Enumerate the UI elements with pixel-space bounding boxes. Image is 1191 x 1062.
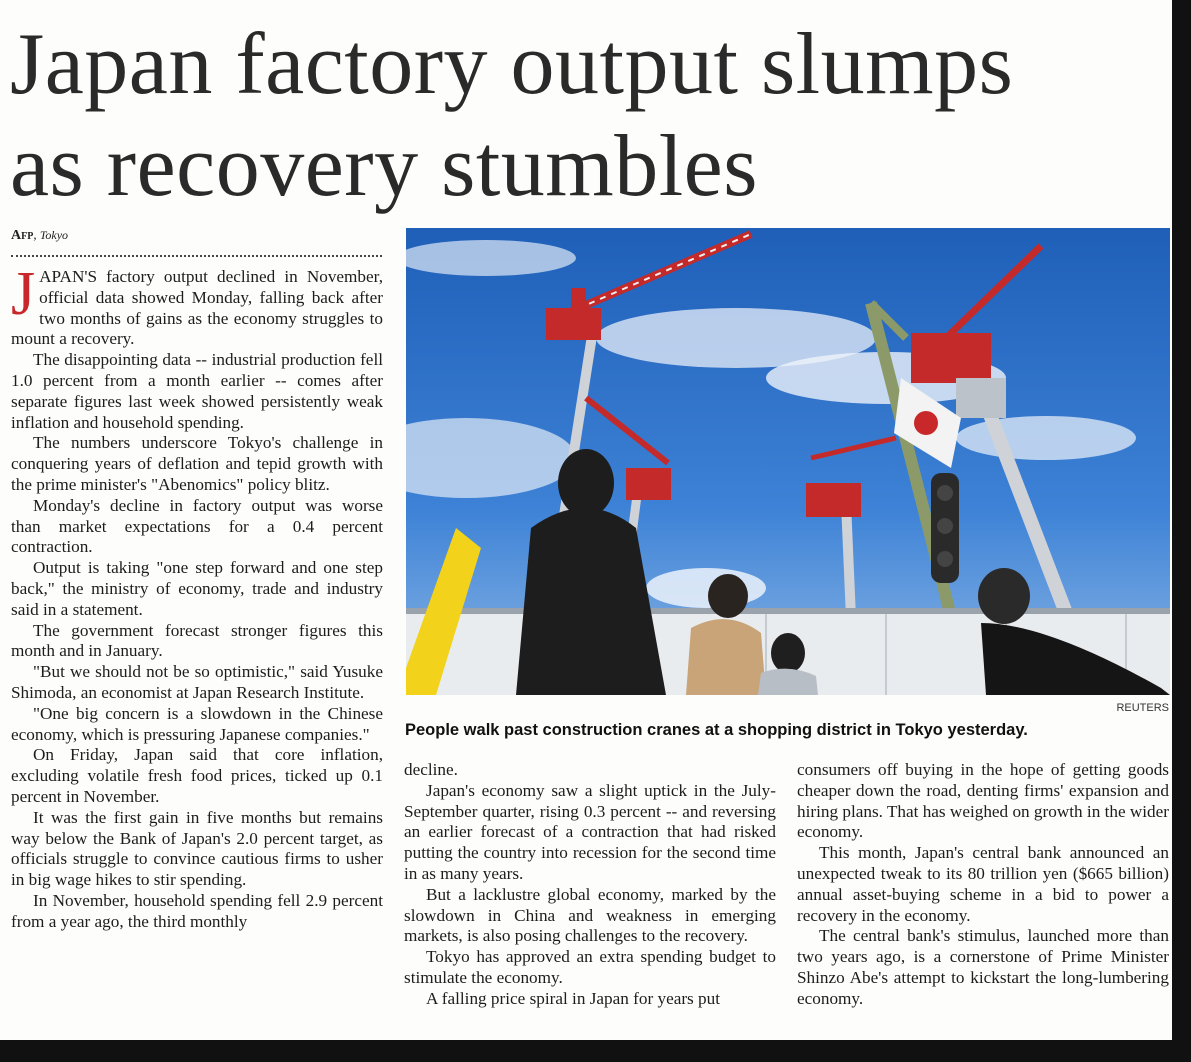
headline-line-2: as recovery stumbles (10, 118, 758, 215)
article-column-2 (404, 760, 776, 1035)
article-paragraph: "But we should not be so optimistic," said Yusuke Shimoda, an economist at Japan Research Institute. (11, 662, 383, 702)
article-column-1 (11, 267, 383, 1035)
byline-city: Tokyo (39, 228, 69, 242)
drop-cap: J (11, 267, 36, 328)
headline-line-1: Japan factory output slumps (10, 16, 1014, 113)
article-paragraph: Monday's decline in factory output was worse than market expectations for a 0.4 percent contraction. (11, 495, 383, 557)
article-paragraph: decline. (404, 760, 458, 779)
article-paragraph: The numbers underscore Tokyo's challenge in conquering years of deflation and tepid growth with the prime minister's "Abenomics" policy blitz. (11, 433, 383, 494)
article-paragraph: Tokyo has approved an extra spending budget to stimulate the economy. (404, 947, 776, 987)
article-paragraph: A falling price spiral in Japan for years put (426, 988, 721, 1008)
photo-credit: REUTERS (1116, 702, 1169, 714)
article-paragraph: JAPAN'S factory output declined in November, official data showed Monday, falling back after two months of gains as the economy struggles to mount a recovery. (11, 267, 383, 349)
construction-cranes-photo (406, 228, 1170, 695)
article-paragraph: The disappointing data -- industrial production fell 1.0 percent from a month earlier -- comes after separate figures last week showed persistently weak inflation and household spending. (11, 350, 383, 432)
article-paragraph: On Friday, Japan said that core inflation, excluding volatile fresh food prices, ticked up 0.1 percent in November. (11, 745, 383, 806)
news-photo (406, 228, 1170, 695)
article-paragraph: It was the first gain in five months but remains way below the Bank of Japan's 2.0 percent target, as officials struggle to convince cautious firms to usher in big wage hikes to stir spending. (11, 807, 383, 890)
article-paragraph: This month, Japan's central bank announced an unexpected tweak to its 80 trillion yen ($665 billion) annual asset-buying scheme in a bid to power a recovery in the economy. (797, 843, 1169, 925)
byline-divider (11, 255, 382, 257)
article-paragraph: In November, household spending fell 2.9 percent from a year ago, the third monthly (11, 890, 383, 931)
headline (10, 14, 1160, 218)
article-paragraph: The central bank's stimulus, launched more than two years ago, is a cornerstone of Prime Minister Shinzo Abe's attempt to kickstart the long-lumbering economy. (797, 926, 1169, 1008)
article-paragraph: The government forecast stronger figures this month and in January. (11, 620, 383, 661)
photo-caption: People walk past construction cranes at a shopping district in Tokyo yesterday. (405, 721, 1028, 739)
article-paragraph: But a lacklustre global economy, marked by the slowdown in China and weakness in emerging markets, is also posing challenges to the recovery. (404, 884, 776, 946)
article-paragraph: consumers off buying in the hope of getting goods cheaper down the road, denting firms' expansion and hiring plans. That has weighed on growth in the wider economy. (797, 760, 1169, 842)
article-paragraph: Japan's economy saw a slight uptick in the July-September quarter, rising 0.3 percent -- and reversing an earlier forecast of a contraction that had risked putting the country into recession for the second time in as many years. (404, 780, 776, 883)
article-paragraph: "One big concern is a slowdown in the Chinese economy, which is pressuring Japanese companies." (11, 703, 383, 744)
article-column-3 (797, 760, 1169, 1035)
byline: Afp, Tokyo (11, 227, 69, 243)
article-paragraph: Output is taking "one step forward and one step back," the ministry of economy, trade and industry said in a statement. (11, 558, 383, 619)
byline-agency: Afp (11, 228, 34, 243)
